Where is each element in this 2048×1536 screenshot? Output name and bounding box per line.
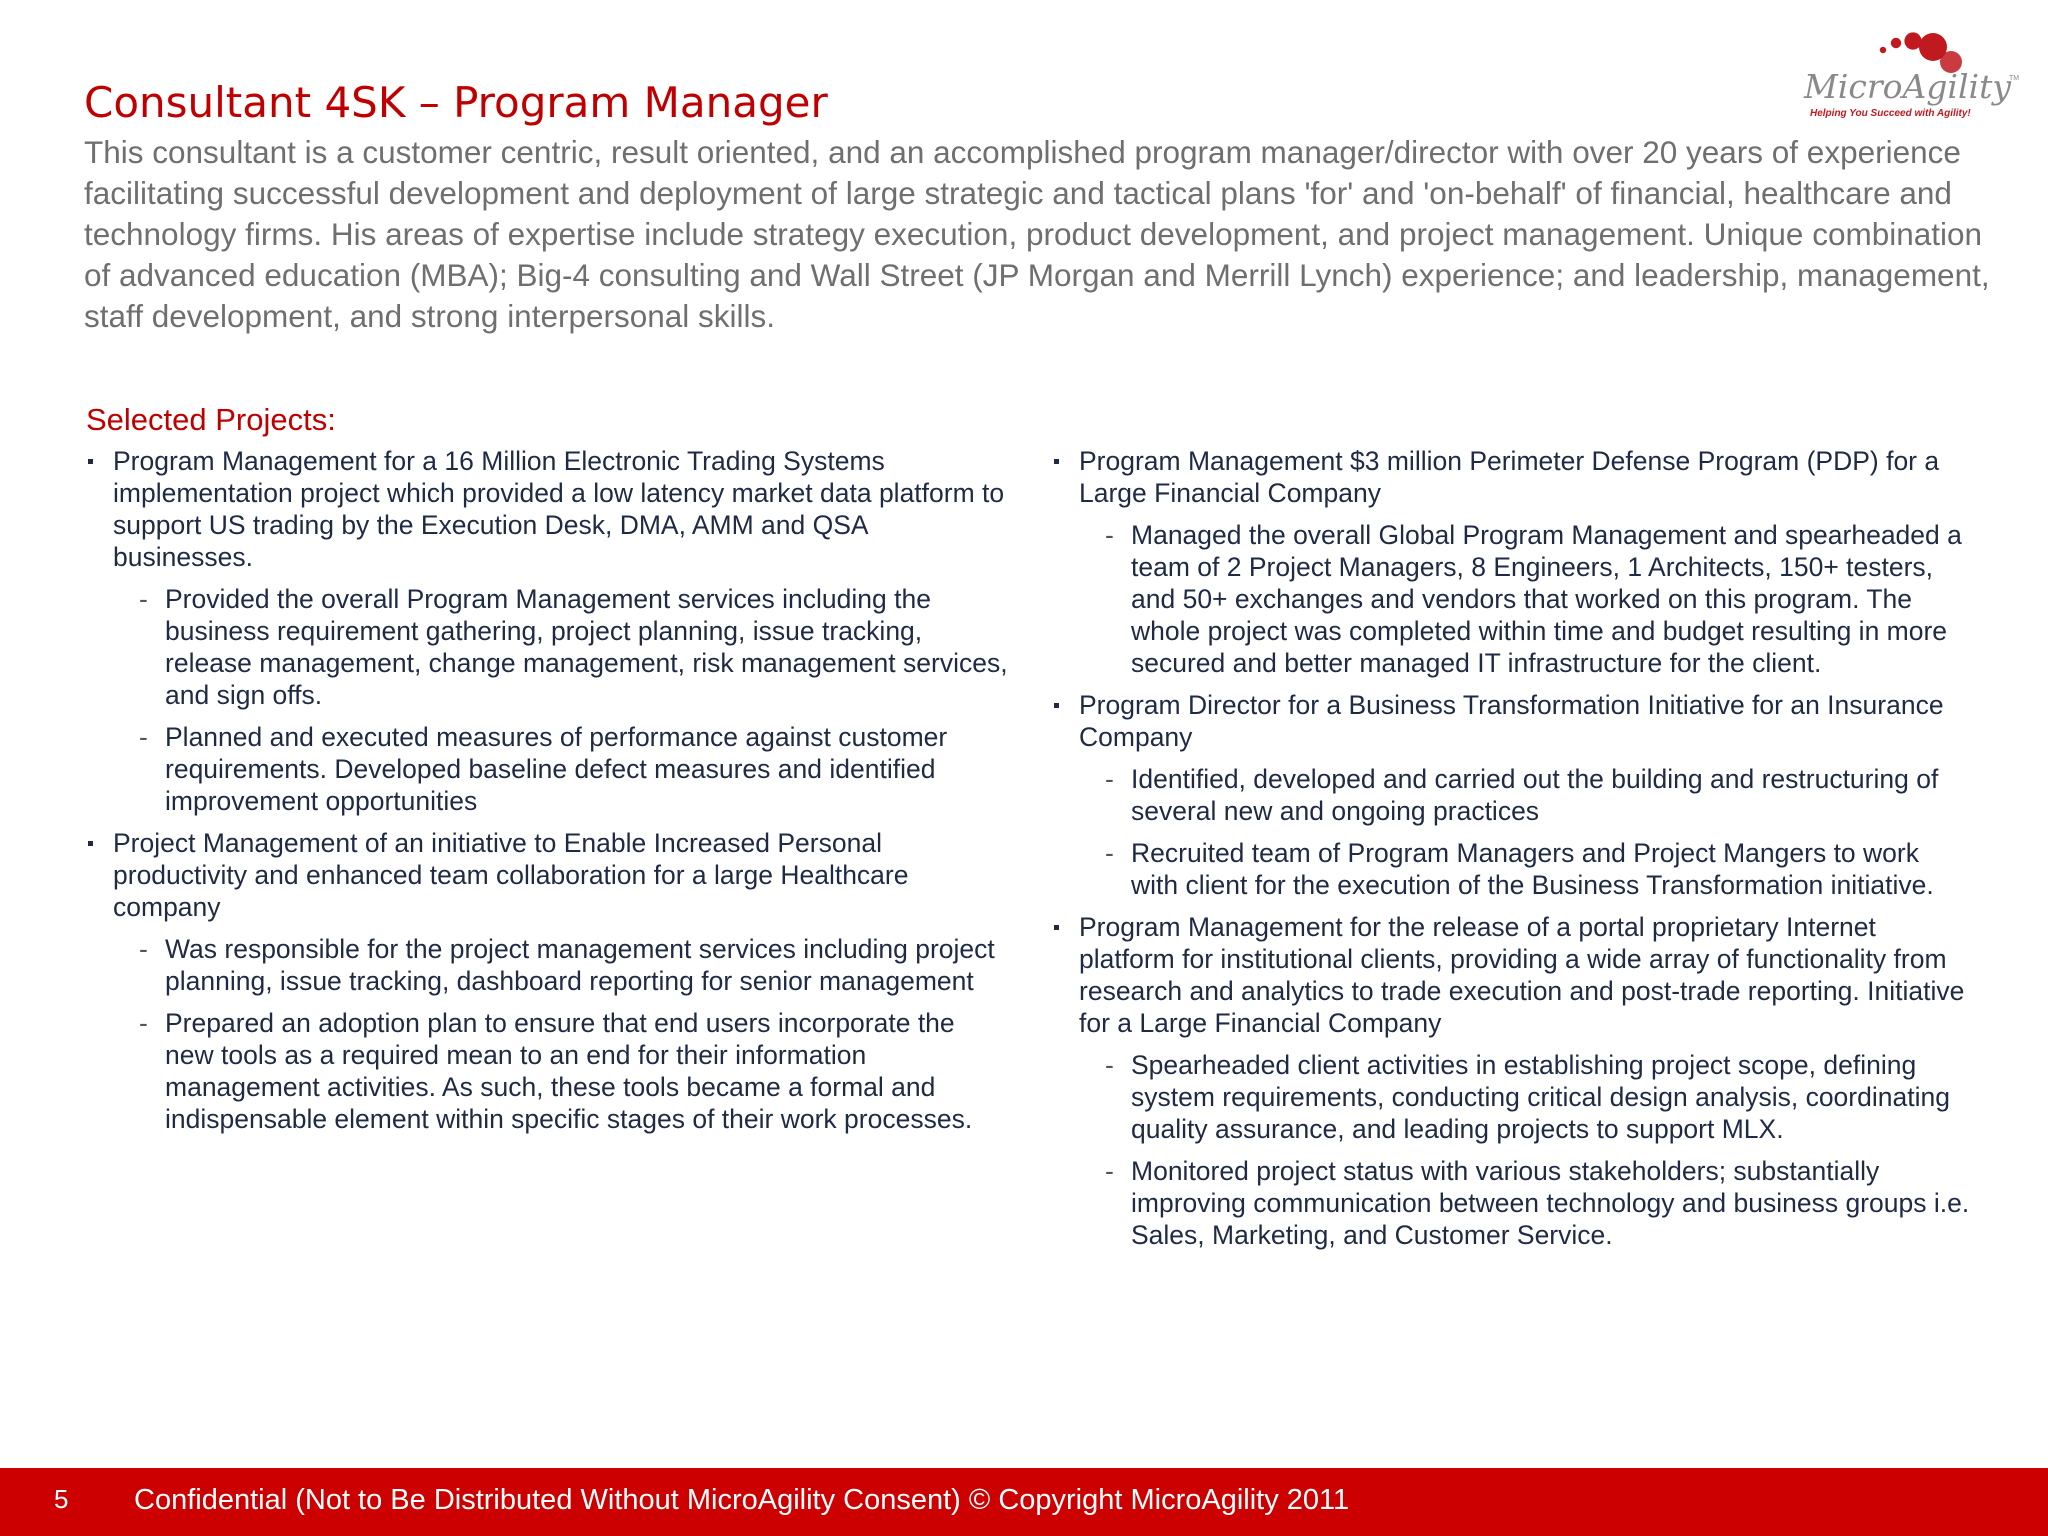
logo-wordmark: MicroAgility	[1804, 67, 2011, 106]
projects-left-column	[84, 445, 1010, 1145]
logo-tm: TM	[2009, 75, 2020, 82]
project-detail: - Provided the overall Program Management services including the business requirement gathering, project planning, issue tracking, release management, change management, risk management services, and sign offs.	[84, 583, 1010, 711]
project-detail: - Managed the overall Global Program Management and spearheaded a team of 2 Project Managers, 8 Engineers, 1 Architects, 150+ testers, and 50+ exchanges and vendors that worked on this program. The whole project was completed within time and budget resulting in more secured and better managed IT infrastructure for the client.	[1050, 519, 1970, 679]
logo-dot	[1891, 38, 1901, 48]
footer-confidential-notice: Confidential (Not to Be Distributed Without MicroAgility Consent) © Copyright MicroAgility 2011	[134, 1484, 1350, 1516]
project-detail: - Identified, developed and carried out the building and restructuring of several new and ongoing practices	[1050, 763, 1970, 827]
project-detail: - Monitored project status with various stakeholders; substantially improving communication between technology and business groups i.e. Sales, Marketing, and Customer Service.	[1050, 1155, 1970, 1251]
footer-bar	[0, 1468, 2048, 1536]
slide-title: Consultant 4SK – Program Manager	[84, 78, 828, 127]
section-heading: Selected Projects:	[86, 402, 336, 437]
project-item: Program Management for the release of a portal proprietary Internet platform for institutional clients, providing a wide array of functionality from research and analytics to trade execution and post-trade reporting. Initiative for a Large Financial Company	[1050, 911, 1970, 1039]
project-detail: - Spearheaded client activities in establishing project scope, defining system requirements, conducting critical design analysis, coordinating quality assurance, and leading projects to support MLX.	[1050, 1049, 1970, 1145]
project-item: Program Director for a Business Transformation Initiative for an Insurance Company	[1050, 689, 1970, 753]
project-detail: - Recruited team of Program Managers and Project Mangers to work with client for the execution of the Business Transformation initiative.	[1050, 837, 1970, 901]
project-item: Program Management for a 16 Million Electronic Trading Systems implementation project which provided a low latency market data platform to support US trading by the Execution Desk, DMA, AMM and QSA businesses.	[84, 445, 1010, 573]
project-detail: - Prepared an adoption plan to ensure that end users incorporate the new tools as a required mean to an end for their information management activities. As such, these tools became a formal and indispensable element within specific stages of their work processes.	[84, 1007, 1010, 1135]
consultant-summary: This consultant is a customer centric, result oriented, and an accomplished program manager/director with over 20 years of experience facilitating successful development and deployment of large strategic and tactical plans 'for' and 'on-behalf' of financial, healthcare and technology firms. His areas of expertise include strategy execution, product development, and project management. Unique combination of advanced education (MBA); Big-4 consulting and Wall Street (JP Morgan and Merrill Lynch) experience; and leadership, management, staff development, and strong interpersonal skills.	[84, 134, 1990, 334]
project-detail: - Planned and executed measures of performance against customer requirements. Developed baseline defect measures and identified improvement opportunities	[84, 721, 1010, 817]
page-number: 5	[54, 1484, 69, 1514]
logo-dot	[1880, 47, 1886, 53]
project-item: Project Management of an initiative to Enable Increased Personal productivity and enhanced team collaboration for a large Healthcare company	[84, 827, 1010, 923]
project-item: Program Management $3 million Perimeter Defense Program (PDP) for a Large Financial Company	[1050, 445, 1970, 509]
microagility-logo	[1800, 28, 2024, 128]
logo-tagline: Helping You Succeed with Agility!	[1810, 108, 1971, 119]
project-detail: - Was responsible for the project management services including project planning, issue tracking, dashboard reporting for senior management	[84, 933, 1010, 997]
projects-right-column	[1050, 445, 1970, 1261]
